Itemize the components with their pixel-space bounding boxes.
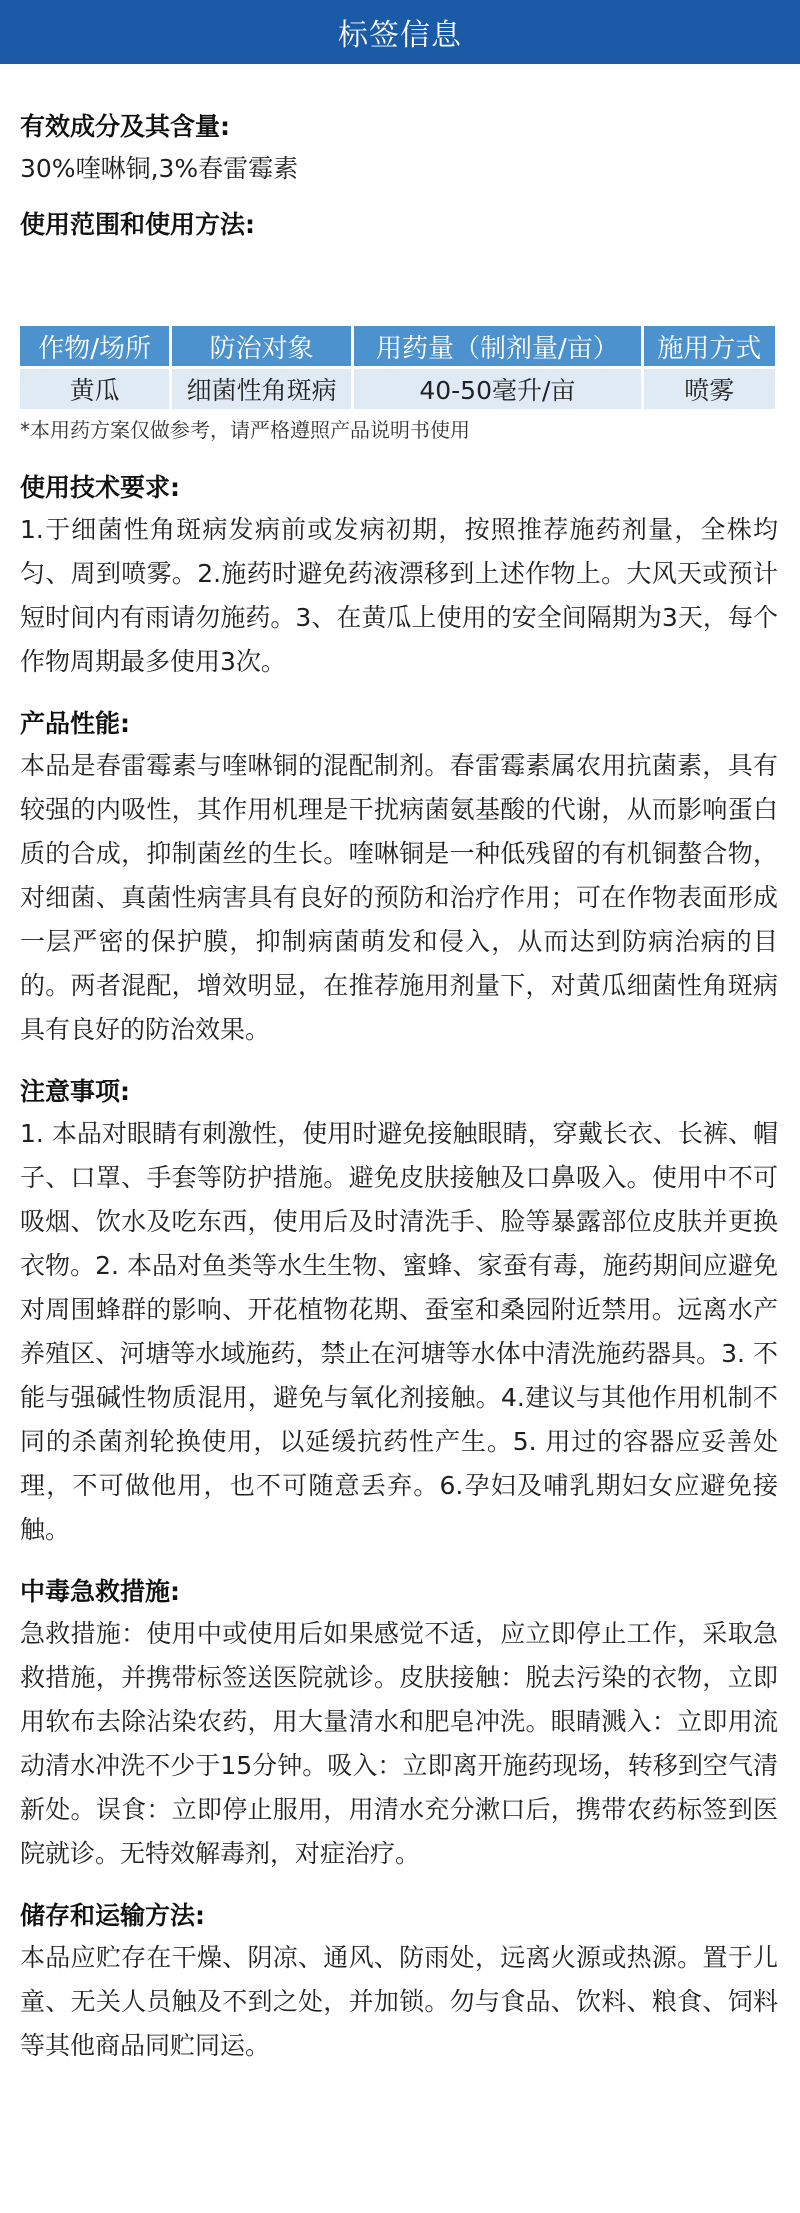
precautions-title: 注意事项: (20, 1077, 130, 1106)
usage-range-title: 使用范围和使用方法: (20, 210, 255, 239)
page-title: 标签信息 (338, 18, 462, 53)
table-header-crop: 作物/场所 (20, 326, 169, 366)
tech-requirements-title: 使用技术要求: (20, 473, 180, 502)
performance-title: 产品性能: (20, 709, 130, 738)
table-header-target: 防治对象 (172, 326, 351, 366)
table-cell-method: 喷雾 (644, 369, 775, 409)
table-cell-target: 细菌性角斑病 (172, 369, 351, 409)
first-aid-title: 中毒急救措施: (20, 1577, 180, 1606)
storage-text: 本品应贮存在干燥、阴凉、通风、防雨处，远离火源或热源。置于儿童、无关人员触及不到之处，并加锁。勿与食品、饮料、粮食、饲料等其他商品同贮同运。 (20, 1943, 778, 2060)
table-cell-crop: 黄瓜 (20, 369, 169, 409)
ingredients-text: 30%喹啉铜,3%春雷霉素 (20, 154, 299, 183)
dosage-note: *本用药方案仅做参考，请严格遵照产品说明书使用 (20, 418, 470, 442)
first-aid-text: 急救措施：使用中或使用后如果感觉不适，应立即停止工作，采取急救措施，并携带标签送医院就诊。皮肤接触：脱去污染的衣物，立即用软布去除沾染农药，用大量清水和肥皂冲洗。眼睛溅入：立即用流动清水冲洗不少于15分钟。吸入：立即离开施药现场，转移到空气清新处。误食：立即停止服用，用清水充分漱口后，携带农药标签到医院就诊。无特效解毒剂，对症治疗。 (20, 1619, 778, 1868)
table-header-dosage: 用药量（制剂量/亩） (354, 326, 640, 366)
storage-title: 储存和运输方法: (20, 1901, 205, 1930)
label-content (0, 107, 800, 2068)
table-row (20, 369, 775, 409)
header-bar (0, 0, 800, 64)
ingredients-title: 有效成分及其含量: (20, 112, 230, 141)
tech-requirements-text: 1.于细菌性角斑病发病前或发病初期，按照推荐施药剂量，全株均匀、周到喷雾。2.施药时避免药液漂移到上述作物上。大风天或预计短时间内有雨请勿施药。3、在黄瓜上使用的安全间隔期为3天，每个作物周期最多使用3次。 (20, 515, 778, 676)
dosage-table (17, 323, 778, 412)
table-cell-dosage: 40-50毫升/亩 (354, 369, 640, 409)
performance-text: 本品是春雷霉素与喹啉铜的混配制剂。春雷霉素属农用抗菌素，具有较强的内吸性，其作用机理是干扰病菌氨基酸的代谢，从而影响蛋白质的合成，抑制菌丝的生长。喹啉铜是一种低残留的有机铜螯合物，对细菌、真菌性病害具有良好的预防和治疗作用；可在作物表面形成一层严密的保护膜，抑制病菌萌发和侵入，从而达到防病治病的目的。两者混配，增效明显，在推荐施用剂量下，对黄瓜细菌性角斑病具有良好的防治效果。 (20, 751, 778, 1044)
table-header-method: 施用方式 (644, 326, 775, 366)
precautions-text: 1. 本品对眼睛有刺激性，使用时避免接触眼睛，穿戴长衣、长裤、帽子、口罩、手套等防护措施。避免皮肤接触及口鼻吸入。使用中不可吸烟、饮水及吃东西，使用后及时清洗手、脸等暴露部位皮肤并更换衣物。2. 本品对鱼类等水生生物、蜜蜂、家蚕有毒，施药期间应避免对周围蜂群的影响、开花植物花期、蚕室和桑园附近禁用。远离水产养殖区、河塘等水域施药，禁止在河塘等水体中清洗施药器具。3. 不能与强碱性物质混用，避免与氧化剂接触。4.建议与其他作用机制不同的杀菌剂轮换使用，以延缓抗药性产生。5. 用过的容器应妥善处理，不可做他用，也不可随意丢弃。6.孕妇及哺乳期妇女应避免接触。 (20, 1119, 778, 1544)
dosage-table-header (20, 326, 775, 366)
